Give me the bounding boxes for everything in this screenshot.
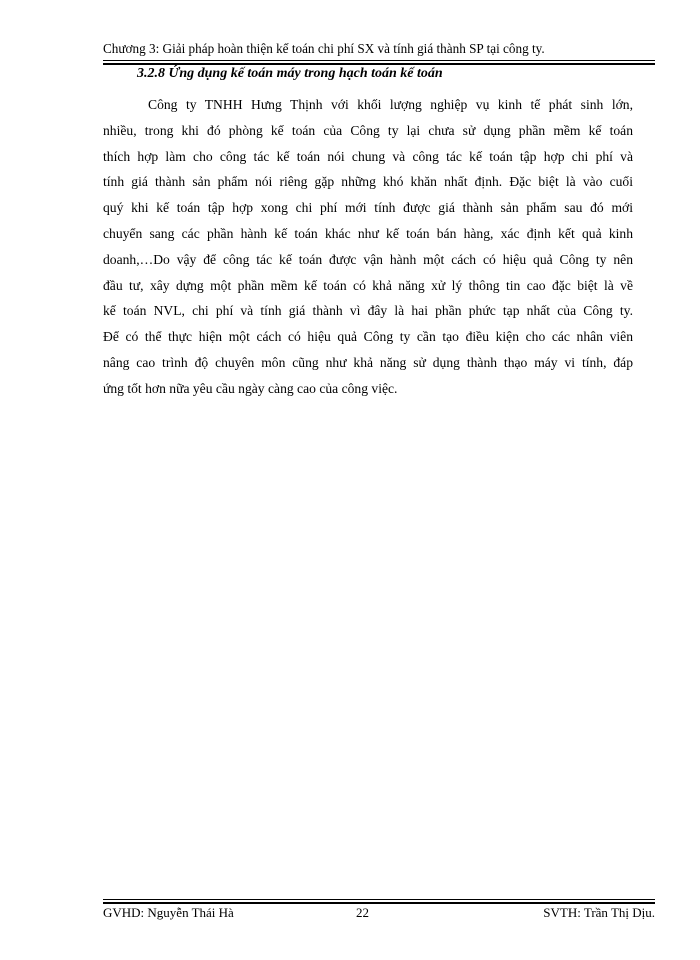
paragraph-line: quý khi kế toán tập hợp xong chi phí mới tính được giá thành sản phẩm sau đó mới xyxy=(103,200,633,216)
paragraph-line: ứng tốt hơn nữa yêu cầu ngày càng cao của công việc. xyxy=(103,380,398,396)
paragraph-line: chuyển sang các phần hành kế toán khác như kế toán bán hàng, xác định kết quả kinh xyxy=(103,225,633,241)
footer-advisor: GVHD: Nguyễn Thái Hà xyxy=(103,905,234,920)
paragraph-line: Công ty TNHH Hưng Thịnh với khối lượng nghiệp vụ kinh tế phát sinh lớn, xyxy=(148,97,633,112)
footer-rule xyxy=(103,899,655,900)
paragraph-line: Để có thể thực hiện một cách có hiệu quả Công ty cần tạo điều kiện cho các nhân viên xyxy=(103,329,633,345)
chapter-header: Chương 3: Giải pháp hoàn thiện kế toán chi phí SX và tính giá thành SP tại công ty. xyxy=(103,41,545,56)
paragraph-line: kế toán NVL, chi phí và tính giá thành vì đây là hai phần phức tạp nhất của Công ty. xyxy=(103,303,633,319)
paragraph-line: nhiều, trong khi đó phòng kế toán của Công ty lại chưa sử dụng phần mềm kế toán xyxy=(103,122,633,138)
body-paragraph xyxy=(103,92,633,402)
paragraph-line: thích hợp làm cho công tác kế toán nói chung và công tác kế toán tập hợp chi phí và xyxy=(103,148,633,164)
page-number: 22 xyxy=(356,905,369,920)
paragraph-line: tính giá thành sản phẩm nói riêng gặp những khó khăn nhất định. Đặc biệt là vào cuối xyxy=(103,174,633,190)
header-rule xyxy=(103,60,655,61)
page-footer xyxy=(103,904,655,922)
paragraph-line: doanh,…Do vậy để công tác kế toán được vận hành một cách có hiệu quả Công ty nên xyxy=(103,251,633,267)
paragraph-line: nâng cao trình độ chuyên môn cũng như khả năng sử dụng thành thạo máy vi tính, đáp xyxy=(103,354,633,370)
paragraph-line: đầu tư, xây dựng một phần mềm kế toán có khả năng xử lý thông tin cao đặc biệt là về xyxy=(103,277,633,293)
section-heading: 3.2.8 Ứng dụng kế toán máy trong hạch toán kế toán xyxy=(137,66,443,81)
footer-student: SVTH: Trần Thị Dịu. xyxy=(543,905,655,920)
